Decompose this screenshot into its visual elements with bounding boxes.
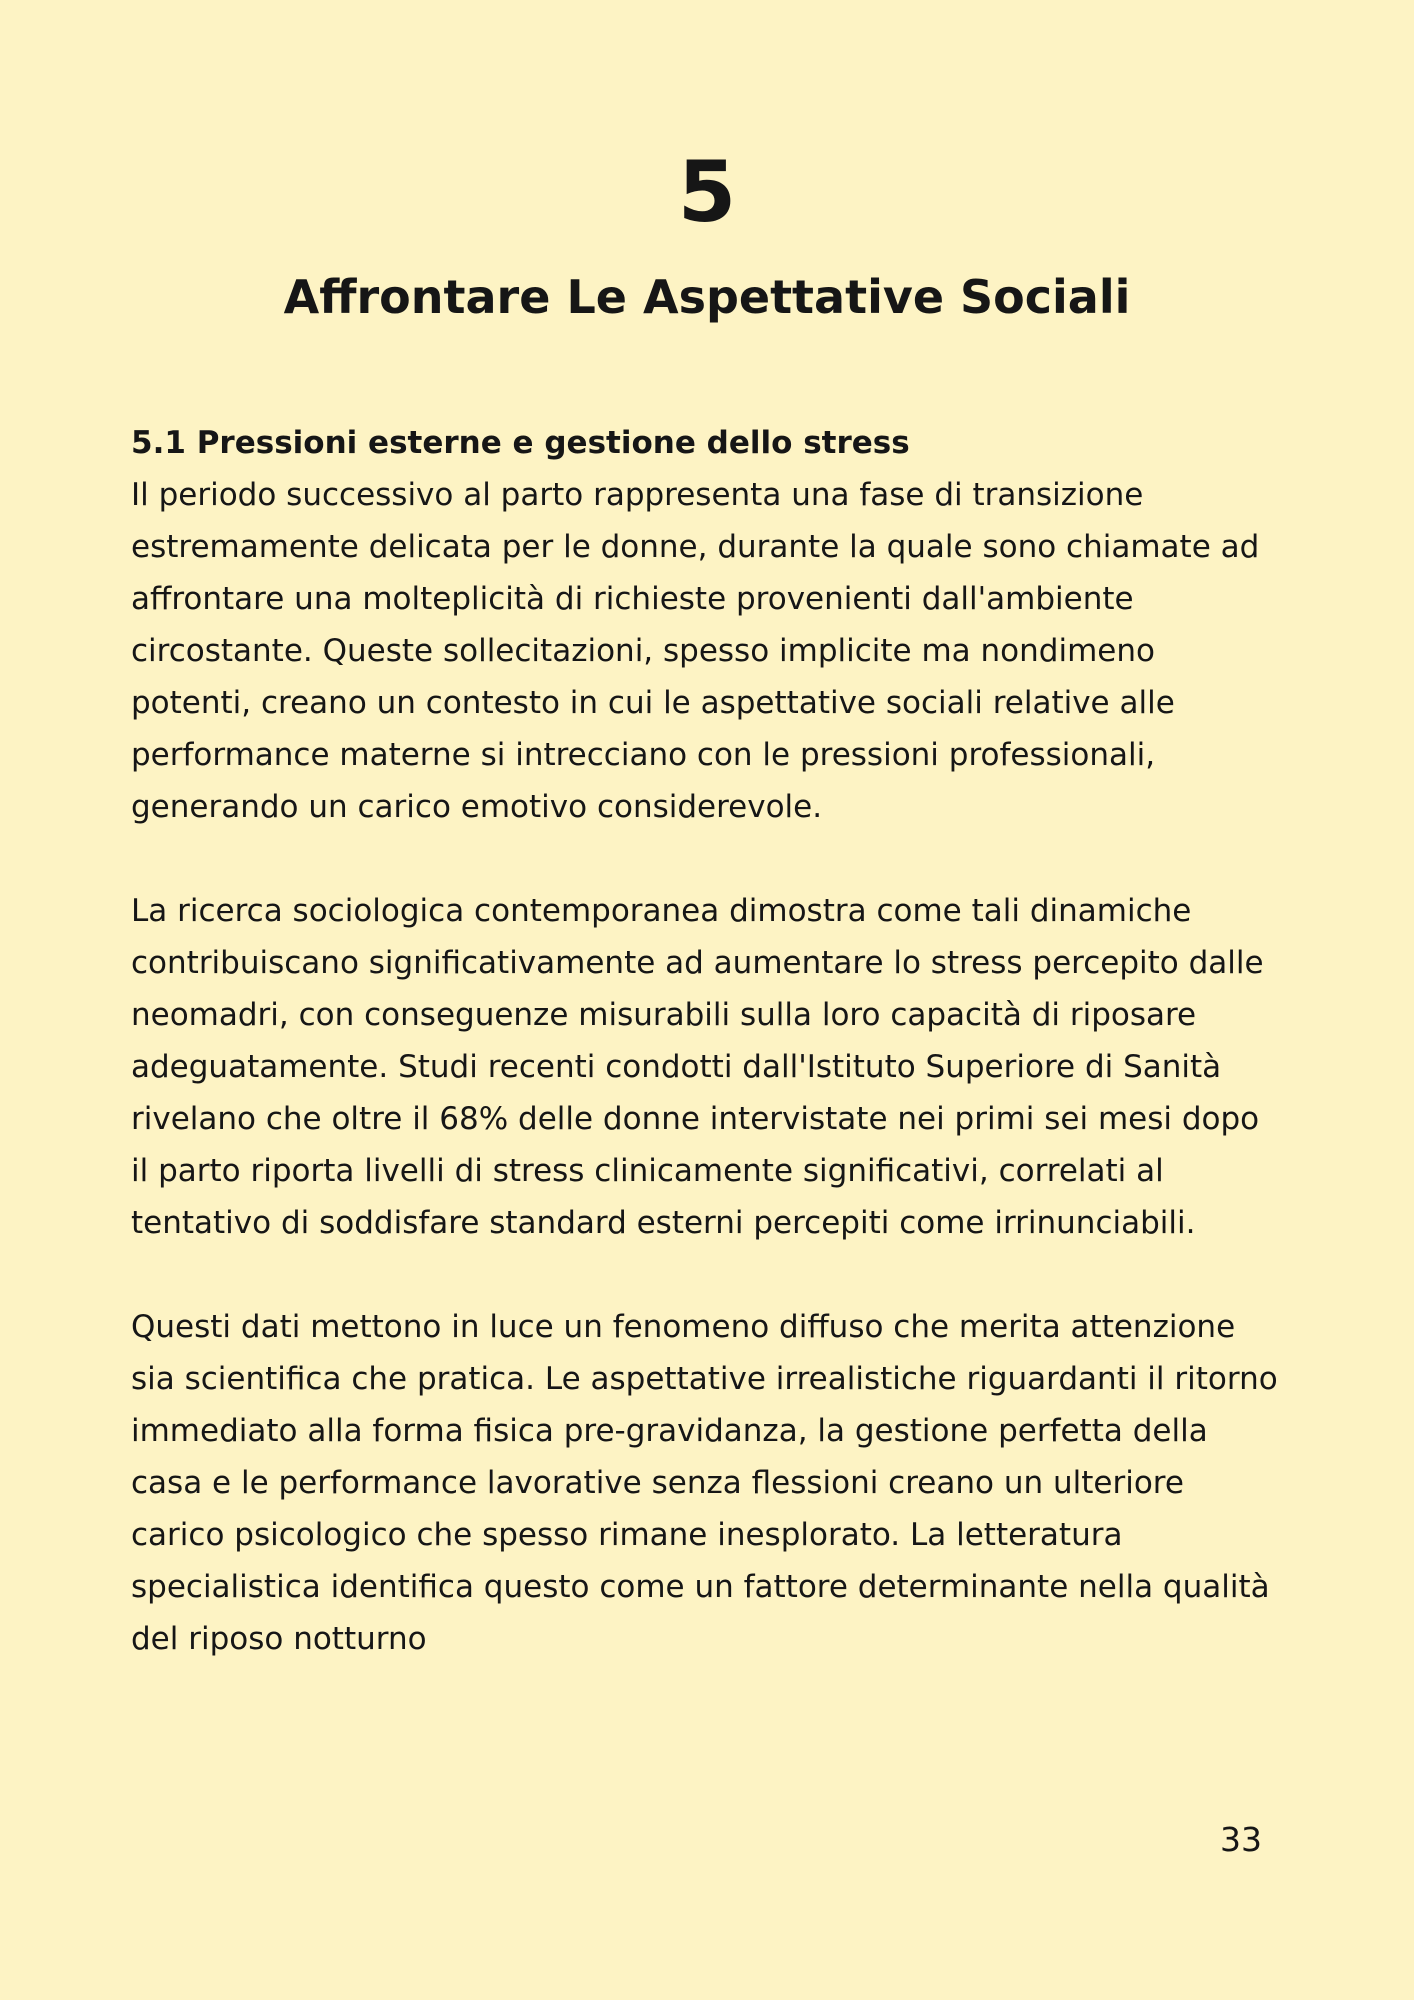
chapter-number: 5 [677,143,737,241]
page-body [0,417,1414,1665]
body-paragraph-3: Questi dati mettono in luce un fenomeno diffuso che merita attenzione sia scientifica che pratica. Le aspettative irrealistiche riguardanti il ritorno immediato alla forma fisica pre-gravidanza, la gestione perfetta della casa e le performance lavorative senza flessioni creano un ulteriore carico psicologico che spesso rimane inesplorato. La letteratura specialistica identifica questo come un fattore determinante nella qualità del riposo notturno [131,1308,1278,1657]
chapter-header [0,0,1414,323]
section-heading: 5.1 Pressioni esterne e gestione dello stress [131,424,910,461]
chapter-title: Affrontare Le Aspettative Sociali [283,270,1131,324]
page-number: 33 [1220,1820,1262,1859]
body-paragraph-2: La ricerca sociologica contemporanea dimostra come tali dinamiche contribuiscano significativamente ad aumentare lo stress percepito dalle neomadri, con conseguenze misurabili sulla loro capacità di riposare adeguatamente. Studi recenti condotti dall'Istituto Superiore di Sanità rivelano che oltre il 68% delle donne intervistate nei primi sei mesi dopo il parto riporta livelli di stress clinicamente significativi, correlati al tentativo di soddisfare standard esterni percepiti come irrinunciabili. [131,892,1264,1241]
body-paragraph-1: Il periodo successivo al parto rappresenta una fase di transizione estremamente delicata per le donne, durante la quale sono chiamate ad affrontare una molteplicità di richieste provenienti dall'ambiente circostante. Queste sollecitazioni, spesso implicite ma nondimeno potenti, creano un contesto in cui le aspettative sociali relative alle performance materne si intrecciano con le pressioni professionali, generando un carico emotivo considerevole. [131,476,1260,825]
